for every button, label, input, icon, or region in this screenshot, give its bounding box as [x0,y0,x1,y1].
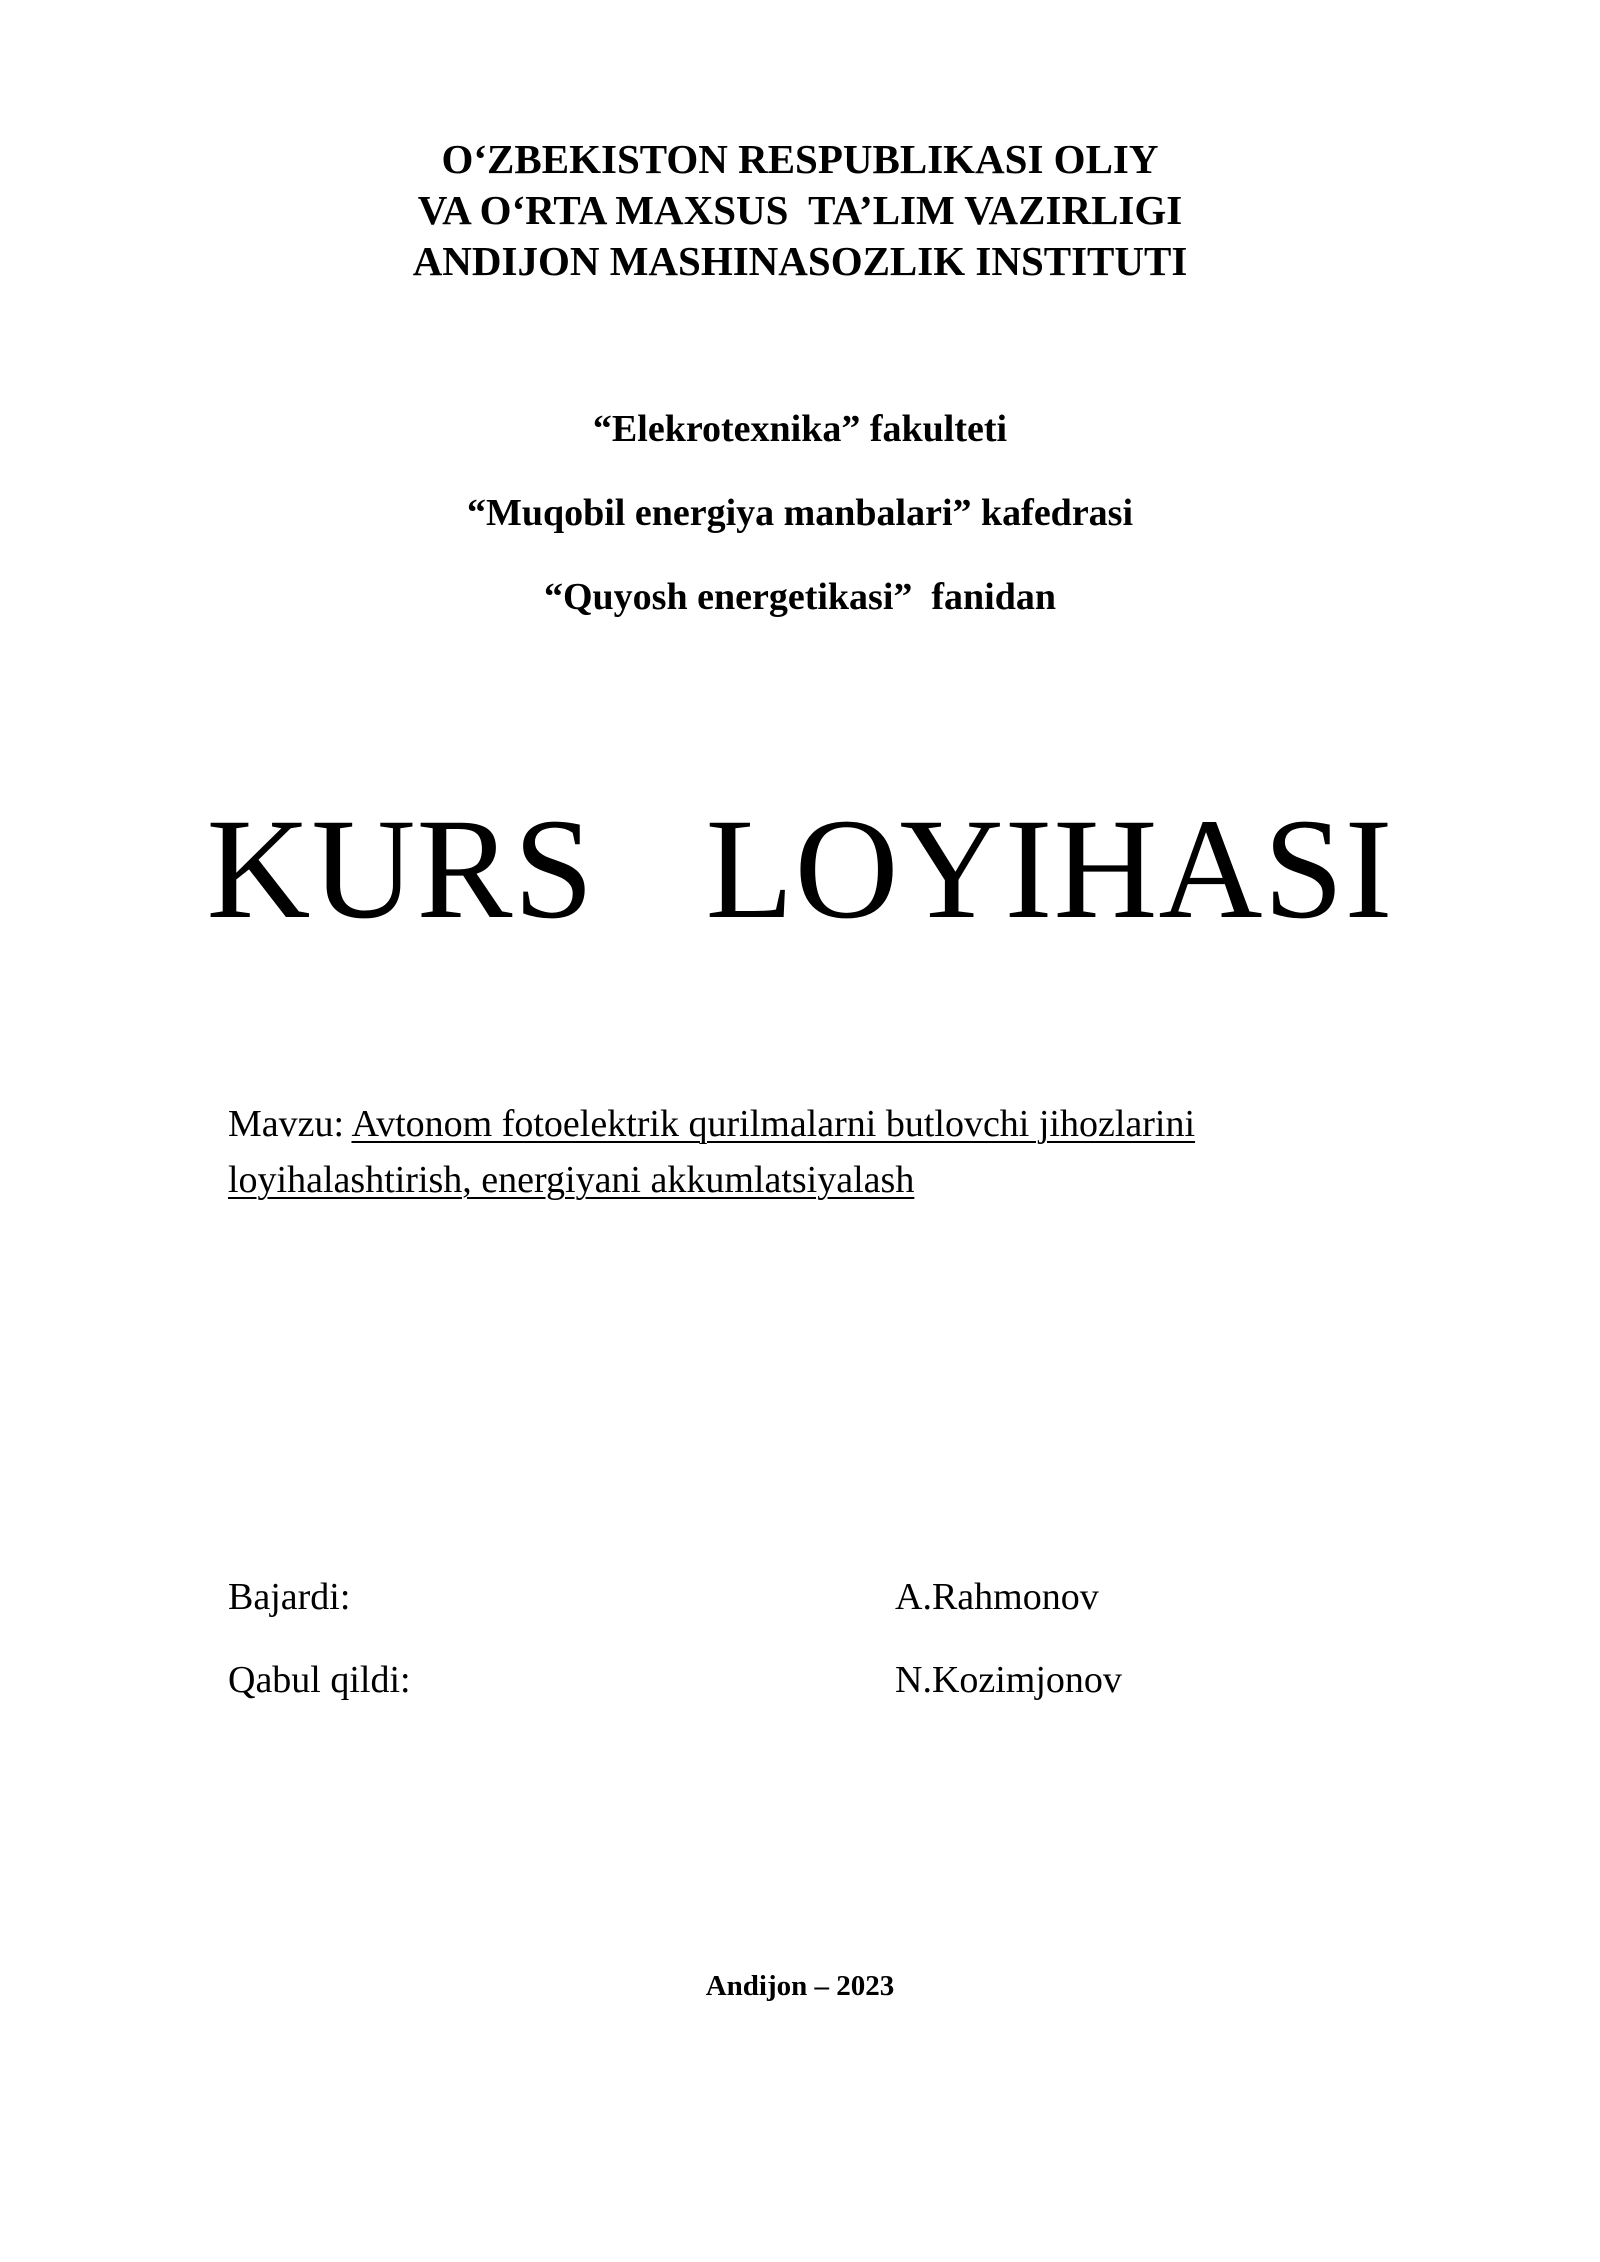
department-line: “Muqobil energiya manbalari” kafedrasi [466,492,1134,534]
topic-text: Avtonom fotoelektrik qurilmalarni butlovchi jihozlarini loyihalashtirish, energiyani akkumlatsiyalash [228,1103,1196,1201]
accepted-name: N.Kozimjonov [895,1659,1122,1701]
header-line-3: ANDIJON MASHINASOZLIK INSTITUTI [412,238,1188,284]
performed-name: A.Rahmonov [895,1576,1099,1618]
header-line-1: O‘ZBEKISTON RESPUBLIKASI OLIY [441,136,1159,182]
ministry-header [0,134,1600,287]
faculty-line: “Elekrotexnika” fakulteti [592,408,1008,450]
header-line-2: VA O‘RTA MAXSUS TA’LIM VAZIRLIGI [417,187,1183,233]
topic-block [228,1096,1428,1208]
accepted-label: Qabul qildi: [228,1659,411,1701]
place-year-footer: Andijon – 2023 [705,1970,895,2002]
subject-line: “Quyosh energetikasi” fanidan [543,576,1057,618]
topic-label: Mavzu: [228,1103,352,1145]
document-title: KURS LOYIHASI [206,790,1394,949]
performed-label: Bajardi: [228,1576,351,1618]
